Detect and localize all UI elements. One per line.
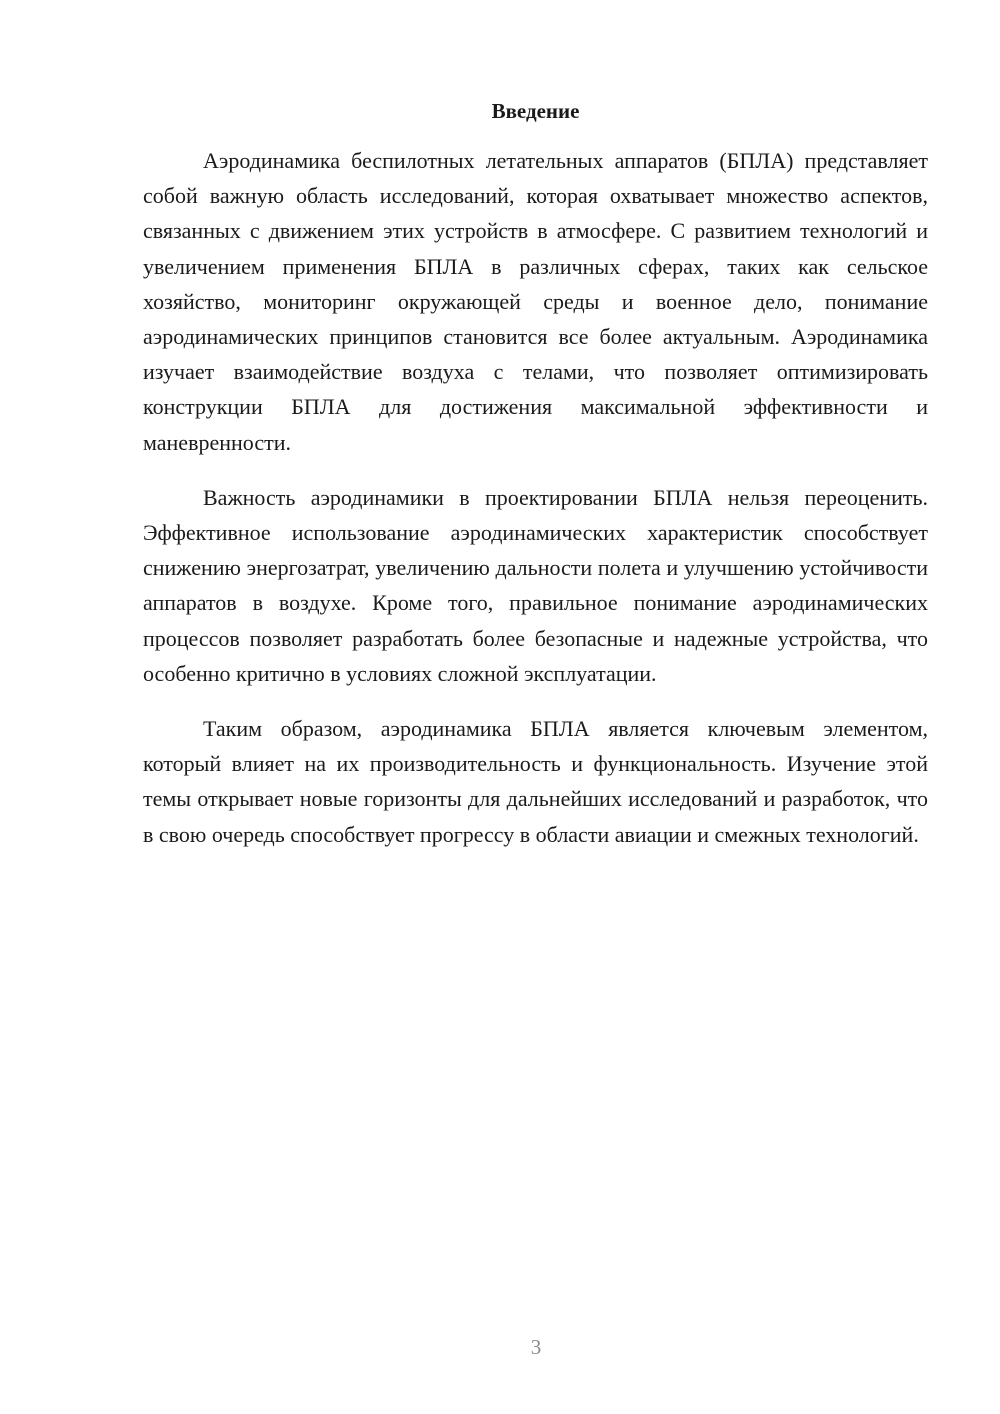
page-number: 3 [530,1335,542,1359]
paragraph-intro: Аэродинамика беспилотных летательных аппаратов (БПЛА) представляет собой важную область исследований, которая охватывает множество аспектов, связанных с движением этих устройств в атмосфере. С развитием технологий и увеличением применения БПЛА в различных сферах, таких как сельское хозяйство, мониторинг окружающей среды и военное дело, понимание аэродинамических принципов становится все более актуальным. Аэродинамика изучает взаимодействие воздуха с телами, что позволяет оптимизировать конструкции БПЛА для достижения максимальной эффективности и маневренности. [143,148,928,455]
section-title: Введение [491,99,580,123]
body-text [143,143,928,872]
paragraph-conclusion: Таким образом, аэродинамика БПЛА является ключевым элементом, который влияет на их производительность и функциональность. Изучение этой темы открывает новые горизонты для дальнейших исследований и разработок, что в свою очередь способствует прогрессу в области авиации и смежных технологий. [143,716,928,847]
paragraph-importance: Важность аэродинамики в проектировании БПЛА нельзя переоценить. Эффективное использование аэродинамических характеристик способствует снижению энергозатрат, увеличению дальности полета и улучшению устойчивости аппаратов в воздухе. Кроме того, правильное понимание аэродинамических процессов позволяет разработать более безопасные и надежные устройства, что особенно критично в условиях сложной эксплуатации. [143,484,928,686]
